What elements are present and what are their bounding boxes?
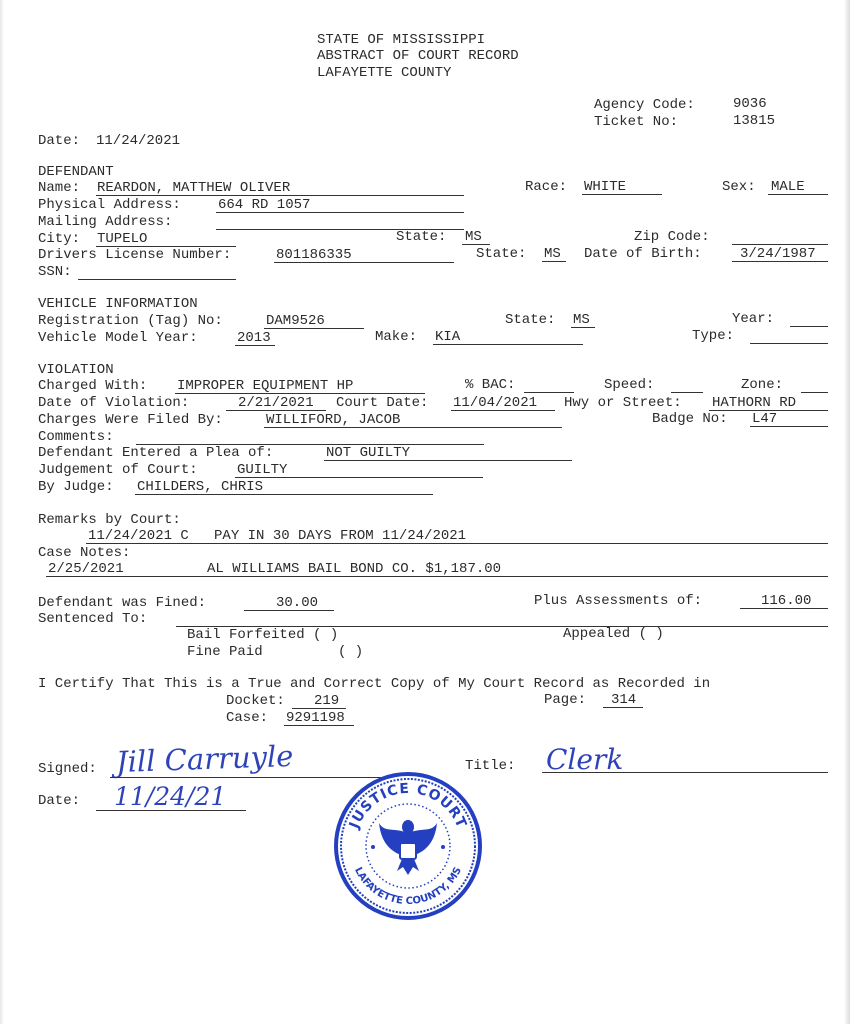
- assessments-label: Plus Assessments of:: [534, 593, 703, 609]
- race-value: WHITE: [584, 179, 627, 195]
- badge-underline: [750, 426, 828, 427]
- zip-underline: [732, 244, 828, 245]
- filed-by-underline: [264, 427, 562, 428]
- header-state: STATE OF MISSISSIPPI: [317, 32, 486, 48]
- judge-value: CHILDERS, CHRIS: [137, 479, 264, 495]
- agency-code-label: Agency Code:: [594, 97, 695, 113]
- license-underline: [274, 262, 454, 263]
- docket-label: Docket:: [226, 693, 285, 709]
- assessments-value: 116.00: [761, 593, 812, 609]
- dob-underline: [732, 261, 828, 262]
- sex-underline: [768, 194, 828, 195]
- docket-value: 219: [314, 693, 340, 709]
- sex-value: MALE: [771, 179, 805, 195]
- sentenced-label: Sentenced To:: [38, 611, 148, 627]
- court-date-value: 11/04/2021: [453, 395, 538, 411]
- fined-underline: [244, 610, 334, 611]
- date-of-violation-label: Date of Violation:: [38, 395, 190, 411]
- judge-label: By Judge:: [38, 479, 114, 495]
- certification-text: I Certify That This is a True and Correct Copy of My Court Record as Recorded in: [38, 676, 711, 692]
- license-state-label: State:: [476, 246, 527, 262]
- name-underline: [96, 195, 464, 196]
- court-date-underline: [451, 410, 555, 411]
- sex-label: Sex:: [722, 179, 756, 195]
- case-notes-date: 2/25/2021: [48, 561, 124, 577]
- date-of-violation-value: 2/21/2021: [238, 395, 314, 411]
- seal-star-right: [441, 845, 445, 849]
- page-value: 314: [611, 692, 637, 708]
- case-label: Case:: [226, 710, 269, 726]
- court-date-label: Court Date:: [336, 395, 429, 411]
- judgement-underline: [235, 477, 483, 478]
- make-underline: [433, 344, 583, 345]
- judgement-value: GUILTY: [237, 462, 288, 478]
- remarks-line: 11/24/2021 C PAY IN 30 DAYS FROM 11/24/2021: [88, 528, 467, 544]
- date-label: Date:: [38, 133, 81, 149]
- city-value: TUPELO: [97, 231, 148, 247]
- license-state-underline: [542, 261, 566, 262]
- model-year-underline: [235, 345, 275, 346]
- mailing-address-label: Mailing Address:: [38, 214, 173, 230]
- header-county: LAFAYETTE COUNTY: [317, 65, 452, 81]
- vehicle-state-underline: [571, 327, 595, 328]
- fine-paid-box: ( ): [338, 644, 364, 660]
- justice-court-seal: [333, 771, 483, 921]
- zone-underline: [801, 392, 828, 393]
- bac-label: % BAC:: [465, 377, 516, 393]
- city-state-label: State:: [396, 229, 447, 245]
- case-value: 9291198: [286, 710, 345, 726]
- title-label: Title:: [465, 758, 516, 774]
- physical-address-label: Physical Address:: [38, 197, 181, 213]
- physical-address-value: 664 RD 1057: [218, 197, 311, 213]
- vehicle-section-label: VEHICLE INFORMATION: [38, 296, 198, 312]
- ticket-no-label: Ticket No:: [594, 114, 679, 130]
- page-edge-left: [0, 0, 4, 1024]
- year-underline: [790, 326, 828, 327]
- appealed-label: Appealed ( ): [563, 626, 664, 642]
- name-value: REARDON, MATTHEW OLIVER: [97, 180, 291, 196]
- model-year-value: 2013: [237, 330, 271, 346]
- judge-underline: [135, 494, 433, 495]
- docket-underline: [292, 708, 346, 709]
- charged-value: IMPROPER EQUIPMENT HP: [177, 378, 354, 394]
- date-value: 11/24/2021: [96, 133, 181, 149]
- judgement-label: Judgement of Court:: [38, 462, 198, 478]
- charged-underline: [175, 393, 425, 394]
- vehicle-state-value: MS: [573, 312, 590, 328]
- vehicle-state-label: State:: [505, 312, 556, 328]
- plea-label: Defendant Entered a Plea of:: [38, 445, 274, 461]
- year-label: Year:: [732, 311, 775, 327]
- license-label: Drivers License Number:: [38, 247, 232, 263]
- comments-label: Comments:: [38, 429, 114, 445]
- dob-value: 3/24/1987: [740, 246, 816, 262]
- dob-label: Date of Birth:: [584, 246, 702, 262]
- city-state-value: MS: [465, 229, 482, 245]
- type-underline: [750, 343, 828, 344]
- model-year-label: Vehicle Model Year:: [38, 330, 198, 346]
- title-handwriting: Clerk: [546, 743, 624, 776]
- ssn-underline: [78, 279, 236, 280]
- assessments-underline: [740, 608, 828, 609]
- violation-section-label: VIOLATION: [38, 362, 114, 378]
- zip-label: Zip Code:: [634, 229, 710, 245]
- badge-value: L47: [752, 411, 778, 427]
- bac-underline: [524, 392, 574, 393]
- charged-label: Charged With:: [38, 378, 148, 394]
- city-label: City:: [38, 231, 81, 247]
- zone-label: Zone:: [741, 377, 784, 393]
- license-value: 801186335: [276, 247, 352, 263]
- hwy-value: HATHORN RD: [712, 395, 797, 411]
- page-edge-right: [844, 0, 850, 1024]
- agency-code-value: 9036: [733, 96, 767, 112]
- city-state-underline: [462, 244, 490, 245]
- page-label: Page:: [544, 692, 587, 708]
- title-underline: [542, 772, 828, 773]
- hwy-label: Hwy or Street:: [564, 395, 682, 411]
- seal-star-left: [371, 845, 375, 849]
- tag-value: DAM9526: [266, 313, 325, 329]
- defendant-section-label: DEFENDANT: [38, 164, 114, 180]
- speed-label: Speed:: [604, 377, 655, 393]
- signature-handwriting: Jill Carruyle: [115, 738, 294, 780]
- fined-label: Defendant was Fined:: [38, 595, 207, 611]
- type-label: Type:: [692, 328, 735, 344]
- fined-value: 30.00: [276, 595, 319, 611]
- sign-date-label: Date:: [38, 793, 81, 809]
- make-label: Make:: [375, 329, 418, 345]
- seal-bottom-text: LAFAYETTE COUNTY, MS: [352, 865, 464, 908]
- plea-underline: [324, 460, 572, 461]
- fine-paid-label: Fine Paid: [187, 644, 263, 660]
- signed-label: Signed:: [38, 761, 97, 777]
- remarks-underline: [86, 543, 828, 544]
- filed-by-label: Charges Were Filed By:: [38, 412, 223, 428]
- badge-label: Badge No:: [652, 411, 728, 427]
- case-underline: [284, 725, 354, 726]
- header-title: ABSTRACT OF COURT RECORD: [317, 48, 519, 64]
- ssn-label: SSN:: [38, 264, 72, 280]
- make-value: KIA: [435, 329, 461, 345]
- filed-by-value: WILLIFORD, JACOB: [266, 412, 401, 428]
- page-underline: [603, 707, 643, 708]
- sign-date-underline: [96, 810, 246, 811]
- bail-forfeited-label: Bail Forfeited ( ): [187, 627, 339, 643]
- speed-underline: [671, 392, 703, 393]
- tag-label: Registration (Tag) No:: [38, 313, 223, 329]
- remarks-label: Remarks by Court:: [38, 512, 181, 528]
- case-notes-underline: [46, 576, 828, 577]
- plea-value: NOT GUILTY: [326, 445, 411, 461]
- tag-underline: [264, 328, 364, 329]
- sign-date-handwriting: 11/24/21: [114, 782, 227, 811]
- race-underline: [582, 194, 662, 195]
- case-notes-text: AL WILLIAMS BAIL BOND CO. $1,187.00: [207, 561, 502, 577]
- race-label: Race:: [525, 179, 568, 195]
- date-of-violation-underline: [226, 410, 326, 411]
- physical-address-underline: [216, 212, 464, 213]
- ticket-no-value: 13815: [733, 113, 776, 129]
- case-notes-label: Case Notes:: [38, 545, 131, 561]
- name-label: Name:: [38, 180, 81, 196]
- license-state-value: MS: [544, 246, 561, 262]
- seal-top-text: JUSTICE COURT: [346, 780, 470, 831]
